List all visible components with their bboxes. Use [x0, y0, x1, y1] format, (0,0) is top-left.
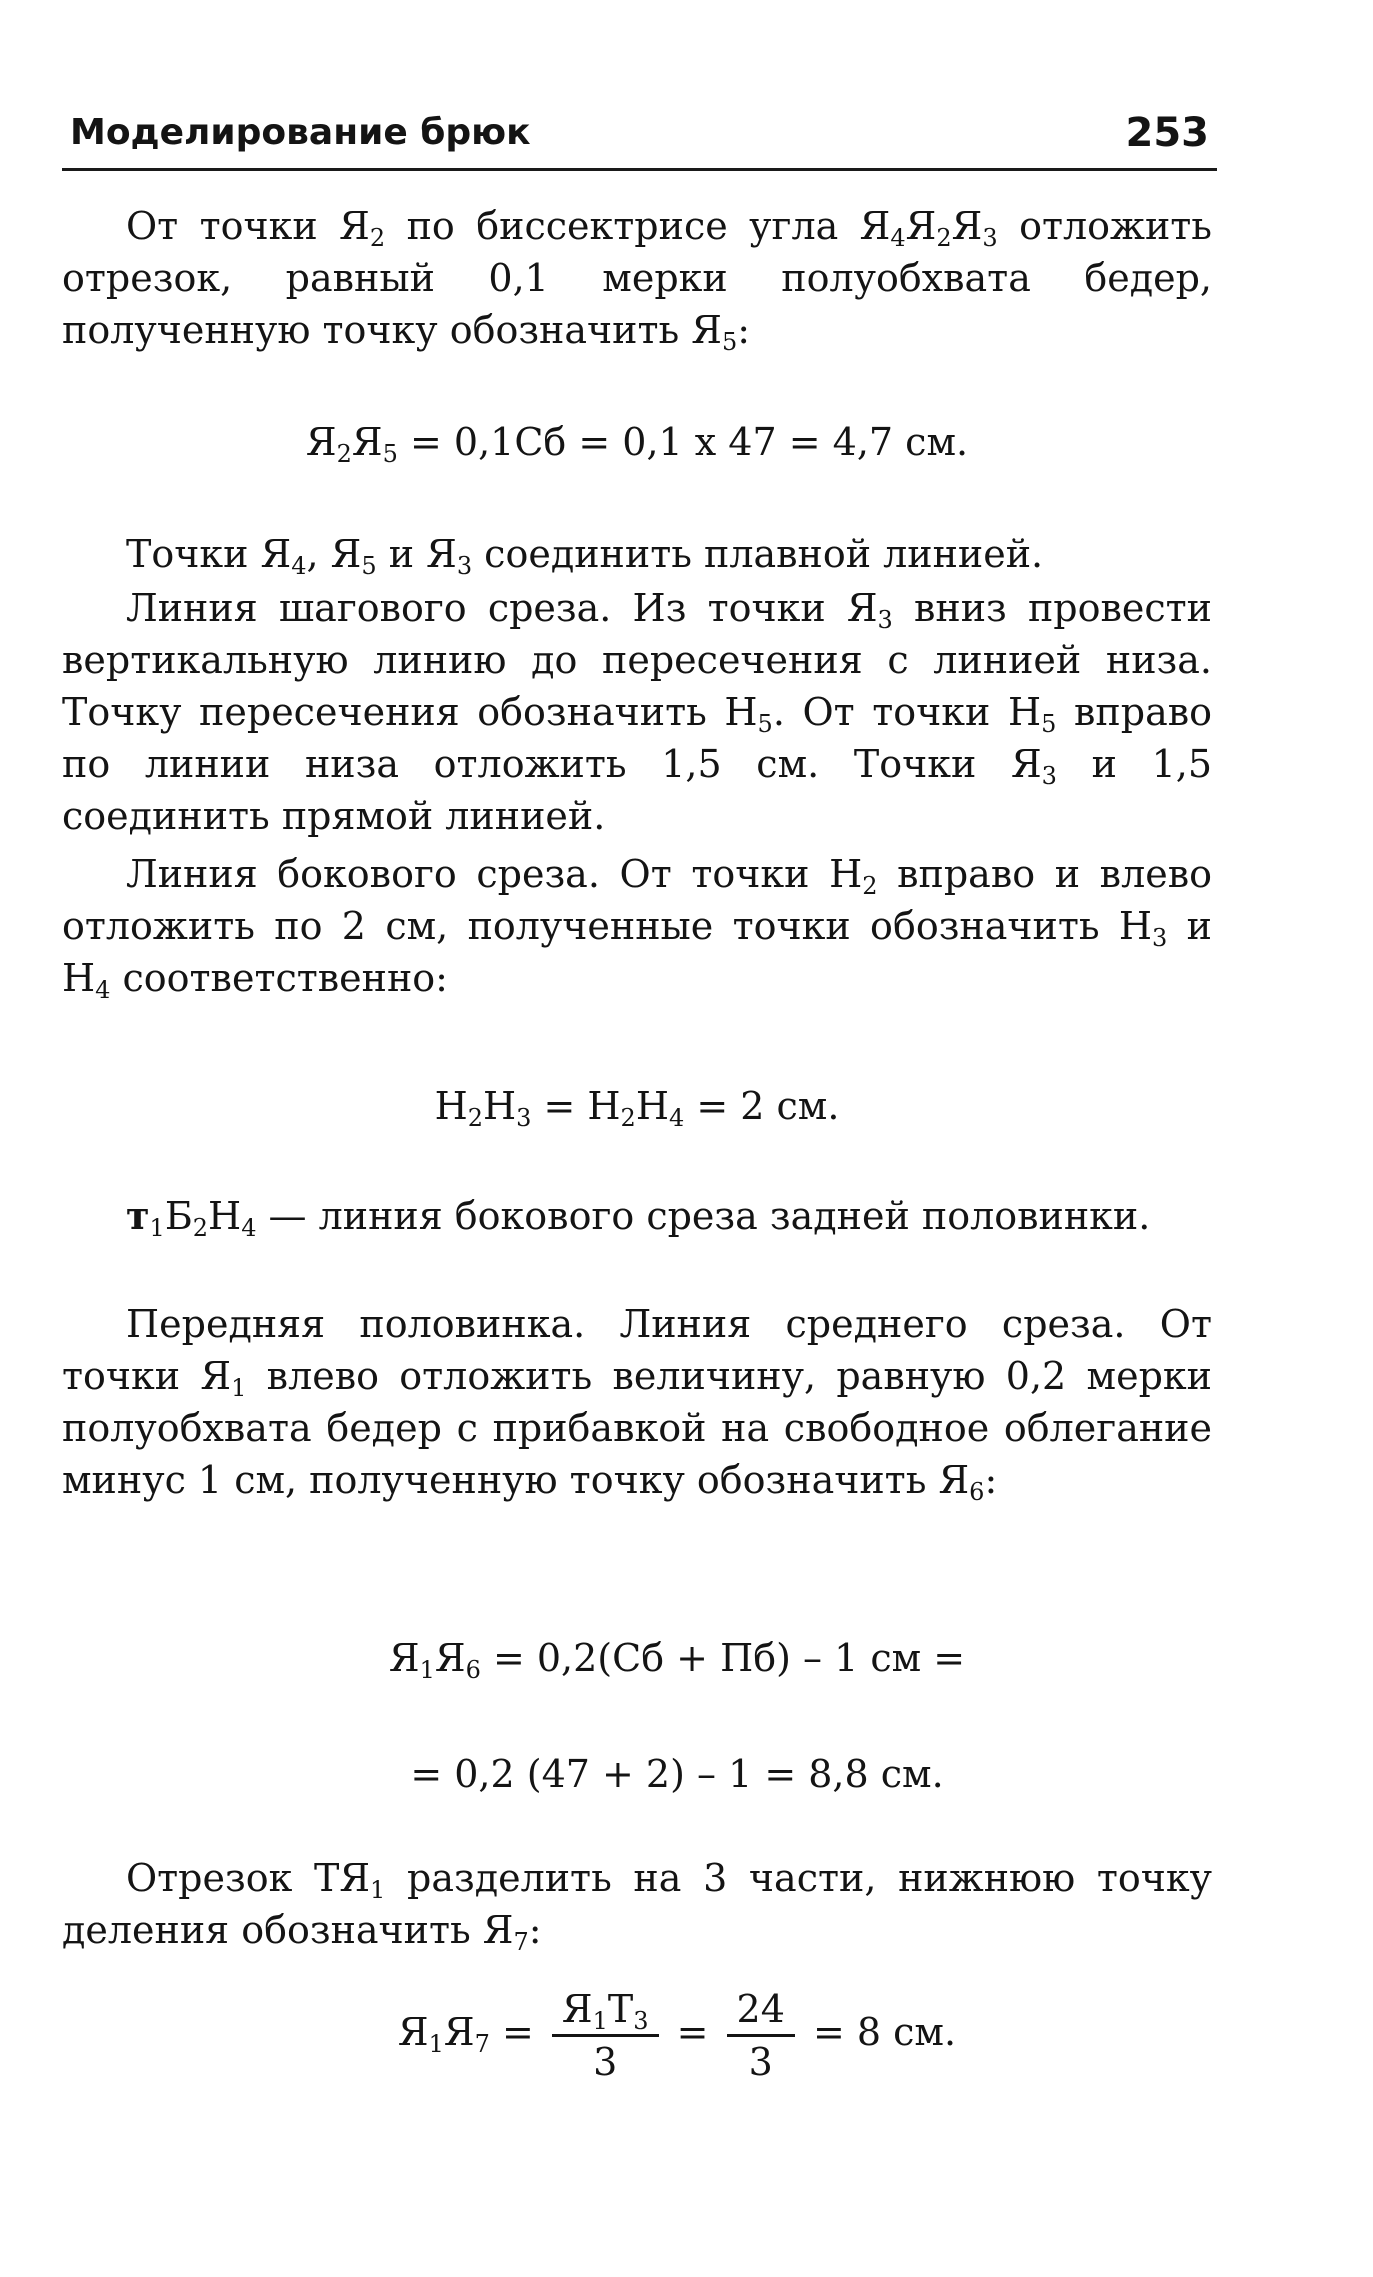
paragraph-connect-points: Точки $Я_4$, $Я_5$ и $Я_3$ соединить плавной линией. — [126, 532, 1044, 580]
paragraph-front-half: Передняя половинка. Линия среднего среза. От точки $Я_1$ влево отложить величину, равную 0,2 мерки полуобхвата бедер с прибавкой на свободное облегание минус 1 см, полученную точку обозначить $Я_6$: — [62, 1302, 1212, 1506]
page-header — [62, 108, 1217, 171]
fraction-24-over-3: $\frac{24}{3}$ — [727, 1984, 795, 2087]
formula-h2-h3: $Н_2Н_3 = Н_2Н_4 = 2$ см. — [434, 1084, 840, 1132]
paragraph-back-side-seam: $т_1Б_2Н_4$ — линия бокового среза задней половинки. — [126, 1193, 1151, 1242]
running-title: Моделирование брюк — [70, 112, 531, 153]
formula-ya1-ya7: $Я_1Я_7$ = $\frac{Я_1Т_3}{3}$ = $\frac{24}{3}$ = 8 см. — [62, 1984, 1252, 2087]
fraction-ya1t3-over-3: $\frac{Я_1Т_3}{3}$ — [552, 1984, 659, 2087]
formula-result-8-8: = 0,2 (47 + 2) – 1 = 8,8 см. — [410, 1752, 944, 1796]
paragraph-side-seam: Линия бокового среза. От точки $Н_2$ вправо и влево отложить по 2 см, полученные точки обозначить $Н_3$ и $Н_4$ соответственно: — [62, 852, 1212, 1004]
formula-ya1-ya6: $Я_1Я_6 = 0,2(Сб + Пб) - 1$ см = — [388, 1636, 966, 1684]
page-number: 253 — [1125, 110, 1209, 156]
formula-ya2-ya5: $Я_2Я_5 = 0,1Сб = 0,1$ х 47 = 4,7 см. — [305, 420, 969, 468]
paragraph-bisector: От точки $Я_2$ по биссектрисе угла $Я_4Я_2Я_3$ отложить отрезок, равный 0,1 мерки полуобхвата бедер, полученную точку обозначить $Я_5$: — [62, 204, 1212, 356]
paragraph-divide-segment: Отрезок $ТЯ_1$ разделить на 3 части, нижнюю точку деления обозначить $Я_7$: — [62, 1856, 1212, 1956]
paragraph-inseam-line: Линия шагового среза. Из точки $Я_3$ вниз провести вертикальную линию до пересечения с линией низа. Точку пересечения обозначить $Н_5$. От точки $Н_5$ вправо по линии низа отложить 1,5 см. Точки $Я_3$ и 1,5 соединить прямой линией. — [62, 586, 1213, 838]
